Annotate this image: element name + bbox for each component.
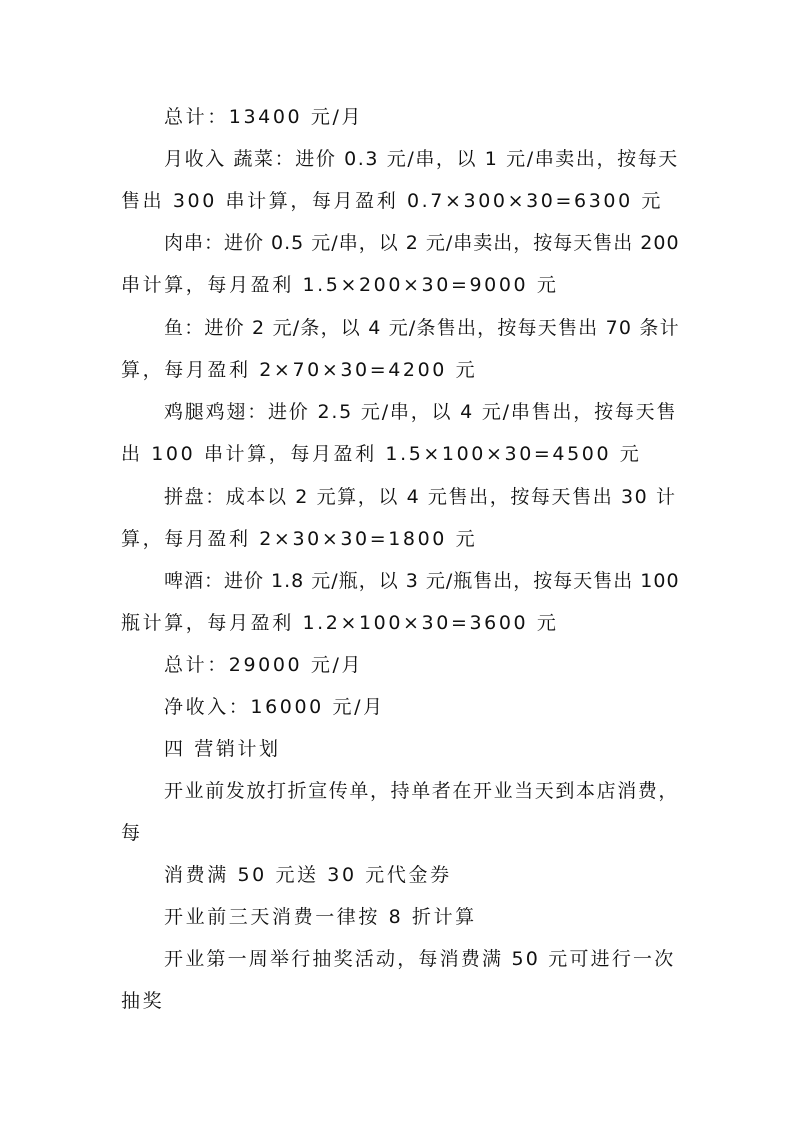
text-line-net-income: 净收入：16000 元/月 [164, 696, 385, 718]
section-heading-marketing-plan: 四 营销计划 [164, 738, 281, 760]
text-line-flyers-cont: 每 [121, 822, 143, 844]
text-line-platter: 拼盘：成本以 2 元算，以 4 元售出，按每天售出 30 计 [164, 486, 677, 508]
text-line-total-cost: 总计：13400 元/月 [164, 106, 364, 128]
text-line-discount: 开业前三天消费一律按 8 折计算 [164, 906, 477, 928]
text-line-voucher: 消费满 50 元送 30 元代金券 [164, 864, 452, 886]
text-line-total-income: 总计：29000 元/月 [164, 654, 364, 676]
text-line-beer-cont: 瓶计算，每月盈利 1.2×100×30=3600 元 [121, 612, 559, 634]
text-line-flyers: 开业前发放打折宣传单，持单者在开业当天到本店消费， [164, 780, 680, 802]
text-line-monthly-income-vegetables: 月收入 蔬菜：进价 0.3 元/串，以 1 元/串卖出，按每天 [164, 148, 679, 170]
text-line-fish-cont: 算，每月盈利 2×70×30=4200 元 [121, 359, 478, 381]
text-line-meat-skewers-cont: 串计算，每月盈利 1.5×200×30=9000 元 [121, 274, 559, 296]
text-line-vegetables-cont: 售出 300 串计算，每月盈利 0.7×300×30=6300 元 [121, 190, 663, 212]
text-line-beer: 啤酒：进价 1.8 元/瓶，以 3 元/瓶售出，按每天售出 100 [164, 570, 680, 592]
text-line-fish: 鱼：进价 2 元/条，以 4 元/条售出，按每天售出 70 条计 [164, 317, 680, 339]
text-line-meat-skewers: 肉串：进价 0.5 元/串，以 2 元/串卖出，按每天售出 200 [164, 232, 680, 254]
text-line-lottery: 开业第一周举行抽奖活动，每消费满 50 元可进行一次 [164, 948, 676, 970]
text-line-platter-cont: 算，每月盈利 2×30×30=1800 元 [121, 528, 478, 550]
text-line-lottery-cont: 抽奖 [121, 990, 165, 1012]
text-line-chicken: 鸡腿鸡翅：进价 2.5 元/串，以 4 元/串售出，按每天售 [164, 401, 678, 423]
text-line-chicken-cont: 出 100 串计算，每月盈利 1.5×100×30=4500 元 [121, 443, 642, 465]
